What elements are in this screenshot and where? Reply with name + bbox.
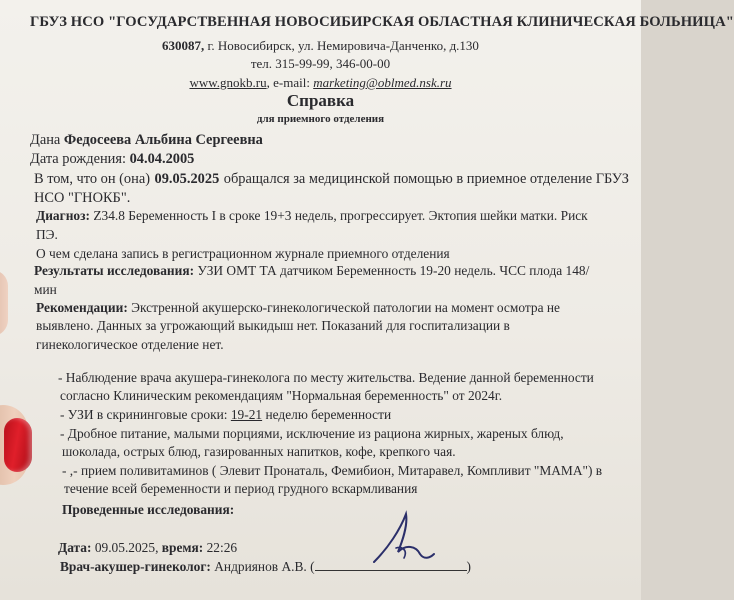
bullet-diet-line2: шоколада, острых блюд, газированных напитков, кофе, крепкого чая. bbox=[62, 444, 456, 459]
diagnosis-line2: ПЭ. bbox=[36, 227, 58, 242]
finger-top-left bbox=[0, 270, 8, 336]
visit-p1: В том, что он (она) bbox=[34, 171, 151, 187]
date-label: Дата: bbox=[58, 540, 92, 555]
address-text: г. Новосибирск, ул. Немировича-Данченко, д.130 bbox=[204, 38, 479, 53]
studies-label: Проведенные исследования: bbox=[62, 502, 235, 517]
visit-date: 09.05.2025 bbox=[154, 171, 220, 187]
diagnosis-label: Диагноз: bbox=[36, 208, 90, 223]
bullet-diet-line1: - Дробное питание, малыми порциями, исключение из рациона жирных, жареных блюд, bbox=[60, 426, 564, 441]
hospital-address bbox=[0, 38, 641, 54]
dob-label: Дата рождения: bbox=[30, 151, 130, 167]
email-label: , e-mail: bbox=[266, 75, 314, 90]
bullet-observation-line2: согласно Клиническим рекомендациям "Нормальная беременность" от 2024г. bbox=[60, 388, 503, 403]
hospital-contacts bbox=[0, 75, 641, 91]
bullet-observation-line1: - Наблюдение врача акушера-гинеколога по месту жительства. Ведение данной беременности bbox=[58, 370, 594, 385]
recommendations-line2: выявлено. Данных за угрожающий выкидыш нет. Показаний для госпитализации в bbox=[36, 318, 510, 333]
name-bold: Федосеева Альбина Сергеевна bbox=[63, 132, 263, 148]
doctor-label: Врач-акушер-гинеколог: bbox=[60, 559, 211, 574]
ultrasound-prefix: - УЗИ в скрининговые сроки: bbox=[60, 407, 231, 422]
document-subtitle: для приемного отделения bbox=[256, 113, 385, 125]
dob-value: 04.04.2005 bbox=[129, 151, 195, 167]
diagnosis-line1 bbox=[36, 208, 628, 224]
visit-statement-line2: НСО "ГНОКБ". bbox=[34, 190, 131, 206]
hospital-phones: тел. 315-99-99, 346-00-00 bbox=[250, 56, 391, 71]
registry-note: О чем сделана запись в регистрационном журнале приемного отделения bbox=[36, 246, 450, 261]
document-title: Справка bbox=[286, 91, 355, 110]
diagnosis-text: Z34.8 Беременность I в сроке 19+3 недель, прогрессирует. Эктопия шейки матки. Риск bbox=[89, 208, 588, 223]
signature-close: ) bbox=[466, 559, 472, 574]
results-line2: мин bbox=[34, 282, 57, 297]
red-nail-icon bbox=[4, 418, 32, 472]
recommendations-line3: гинекологическое отделение нет. bbox=[36, 337, 224, 352]
ultrasound-suffix: неделю беременности bbox=[262, 407, 392, 422]
bullet-ultrasound bbox=[60, 407, 391, 423]
time-value: 22:26 bbox=[203, 540, 238, 555]
date-value: 09.05.2025, bbox=[91, 540, 162, 555]
visit-statement-line1 bbox=[34, 171, 629, 188]
results-line1 bbox=[34, 263, 628, 279]
time-label: время: bbox=[161, 540, 204, 555]
results-label: Результаты исследования: bbox=[34, 263, 195, 278]
doctor-name: Андриянов А.В. ( bbox=[210, 559, 315, 574]
name-prefix: Дана bbox=[30, 132, 61, 148]
results-text: УЗИ ОМТ ТА датчиком Беременность 19-20 недель. ЧСС плода 148/ bbox=[194, 263, 590, 278]
recommendations-label: Рекомендации: bbox=[36, 300, 128, 315]
recommendations-text: Экстренной акушерско-гинекологической патологии на момент осмотра не bbox=[127, 300, 560, 315]
signature-icon bbox=[368, 508, 438, 568]
visit-p2: обращался за медицинской помощью в приемное отделение ГБУЗ bbox=[223, 171, 629, 187]
email-link[interactable]: marketing@oblmed.nsk.ru bbox=[313, 75, 452, 90]
bullet-vitamins-line1: - ,- прием поливитаминов ( Элевит Пронаталь, Фемибион, Митаравел, Компливит "МАМА") в bbox=[62, 463, 603, 478]
patient-name bbox=[30, 132, 263, 149]
postcode: 630087, bbox=[162, 38, 205, 53]
ultrasound-weeks: 19-21 bbox=[230, 407, 263, 422]
website-link[interactable]: www.gnokb.ru bbox=[189, 75, 267, 90]
footer-datetime bbox=[58, 540, 237, 556]
date-of-birth bbox=[30, 151, 194, 168]
hospital-title: ГБУЗ НСО "ГОСУДАРСТВЕННАЯ НОВОСИБИРСКАЯ ОБЛАСТНАЯ КЛИНИЧЕСКАЯ БОЛЬНИЦА" bbox=[30, 14, 734, 30]
bullet-vitamins-line2: течение всей беременности и период грудного вскармливания bbox=[64, 481, 418, 496]
recommendations-line1 bbox=[36, 300, 626, 316]
